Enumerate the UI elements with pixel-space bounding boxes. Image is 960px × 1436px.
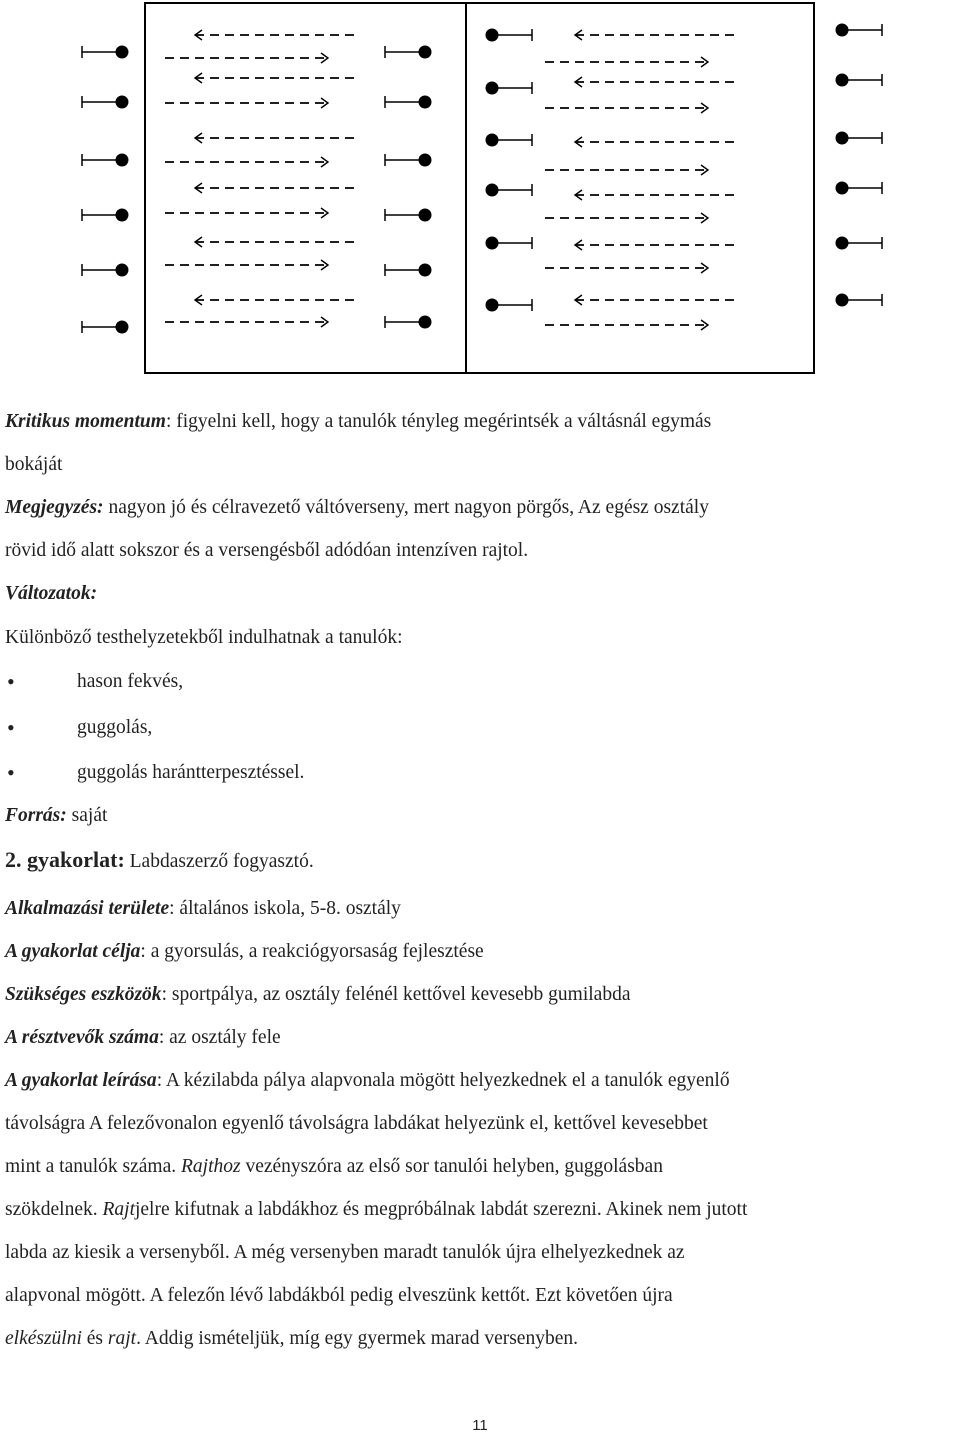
- player-marker-icon: [419, 316, 432, 329]
- player-marker-icon: [116, 209, 129, 222]
- variants-heading: [5, 582, 97, 606]
- player-marker-icon: [116, 154, 129, 167]
- critical-moment-line: [5, 410, 711, 434]
- description-line-6: [5, 1284, 673, 1308]
- description-text-7d: . Addig ismételjük, míg egy gyermek marad versenyben.: [136, 1328, 578, 1349]
- exercise-number: 2. gyakorlat:: [5, 847, 125, 872]
- variants-intro: [5, 626, 402, 650]
- description-text-4b: Rajt: [102, 1199, 135, 1220]
- critical-moment-label: Kritikus momentum: [5, 411, 166, 432]
- relay-field-diagram: [0, 0, 960, 390]
- player-marker-icon: [486, 82, 499, 95]
- variants-intro-text: Különböző testhelyzetekből indulhatnak a tanulók:: [5, 627, 403, 648]
- player-marker-icon: [116, 321, 129, 334]
- goal-text: : a gyorsulás, a reakciógyorsaság fejlesztése: [140, 941, 484, 962]
- description-line-1: [5, 1069, 730, 1093]
- participants-label: A résztvevők száma: [5, 1027, 159, 1048]
- description-text-3a: mint a tanulók száma.: [5, 1156, 181, 1177]
- player-marker-icon: [486, 237, 499, 250]
- player-marker-icon: [116, 264, 129, 277]
- source-line: [5, 804, 107, 828]
- player-marker-icon: [836, 24, 849, 37]
- page-number: 11: [472, 1417, 488, 1434]
- description-text-1: : A kézilabda pálya alapvonala mögött helyezkednek el a tanulók egyenlő: [156, 1070, 730, 1091]
- player-marker-icon: [419, 209, 432, 222]
- exercise-title: Labdaszerző fogyasztó.: [124, 851, 314, 872]
- player-marker-icon: [836, 294, 849, 307]
- description-text-7a: elkészülni: [5, 1328, 82, 1349]
- participants-line: [5, 1026, 281, 1050]
- list-item: guggolás,: [77, 717, 153, 738]
- description-line-3: [5, 1155, 663, 1179]
- player-marker-icon: [486, 299, 499, 312]
- player-marker-icon: [486, 184, 499, 197]
- description-text-2: távolságra A felezővonalon egyenlő távolságra labdákat helyezünk el, kettővel kevesebbet: [5, 1113, 708, 1134]
- description-text-3c: vezényszóra az első sor tanulói helyben, guggolásban: [240, 1156, 663, 1177]
- player-marker-icon: [836, 237, 849, 250]
- bullet-icon: •: [7, 715, 15, 740]
- participants-text: : az osztály fele: [158, 1027, 281, 1048]
- player-marker-icon: [419, 154, 432, 167]
- player-marker-icon: [836, 182, 849, 195]
- tools-line: [5, 983, 630, 1007]
- description-text-3b: Rajthoz: [181, 1156, 241, 1177]
- source-text: saját: [66, 805, 108, 826]
- note-line-2: [5, 539, 528, 563]
- field-right-half: [466, 3, 814, 373]
- bullet-icon: •: [7, 669, 15, 694]
- critical-moment-text: : figyelni kell, hogy a tanulók tényleg megérintsék a váltásnál egymás: [165, 411, 712, 432]
- description-text-7c: rajt: [107, 1328, 137, 1349]
- application-area-text: : általános iskola, 5-8. osztály: [169, 898, 401, 919]
- player-marker-icon: [419, 264, 432, 277]
- critical-moment-text-2: bokáját: [5, 454, 63, 475]
- description-text-5: labda az kiesik a versenyből. A még versenyben maradt tanulók újra elhelyezkednek az: [5, 1242, 685, 1263]
- player-marker-icon: [116, 96, 129, 109]
- critical-moment-line-2: [5, 453, 62, 477]
- description-text-6: alapvonal mögött. A felezőn lévő labdákból pedig elveszünk kettőt. Ezt követően újra: [5, 1285, 673, 1306]
- note-line: [5, 496, 709, 520]
- tools-text: : sportpálya, az osztály felénél kettővel kevesebb gumilabda: [161, 984, 631, 1005]
- list-item: guggolás harántterpesztéssel.: [77, 762, 305, 783]
- player-marker-icon: [486, 29, 499, 42]
- player-marker-icon: [419, 46, 432, 59]
- note-label: Megjegyzés:: [5, 497, 104, 518]
- description-line-5: [5, 1241, 685, 1265]
- exercise-title-line: [5, 848, 314, 874]
- player-marker-icon: [116, 46, 129, 59]
- tools-label: Szükséges eszközök: [5, 984, 162, 1005]
- goal-line: [5, 940, 484, 964]
- description-line-2: [5, 1112, 708, 1136]
- description-text-4a: szökdelnek.: [5, 1199, 103, 1220]
- description-text-4c: jelre kifutnak a labdákhoz és megpróbálnak labdát szerezni. Akinek nem jutott: [134, 1199, 748, 1220]
- note-text: nagyon jó és célravezető váltóverseny, mert nagyon pörgős, Az egész osztály: [103, 497, 709, 518]
- list-item: hason fekvés,: [77, 671, 184, 692]
- variants-label: Változatok:: [5, 583, 98, 604]
- application-area-line: [5, 897, 401, 921]
- player-marker-icon: [486, 134, 499, 147]
- description-text-7b: és: [81, 1328, 108, 1349]
- bullet-icon: •: [7, 760, 15, 785]
- description-line-7: [5, 1327, 578, 1351]
- application-area-label: Alkalmazási területe: [5, 898, 170, 919]
- player-marker-icon: [836, 132, 849, 145]
- player-marker-icon: [419, 96, 432, 109]
- goal-label: A gyakorlat célja: [5, 941, 141, 962]
- description-label: A gyakorlat leírása: [5, 1070, 157, 1091]
- player-marker-icon: [836, 74, 849, 87]
- source-label: Forrás:: [5, 805, 67, 826]
- description-line-4: [5, 1198, 747, 1222]
- note-text-2: rövid idő alatt sokszor és a versengésből adódóan intenzíven rajtol.: [5, 540, 529, 561]
